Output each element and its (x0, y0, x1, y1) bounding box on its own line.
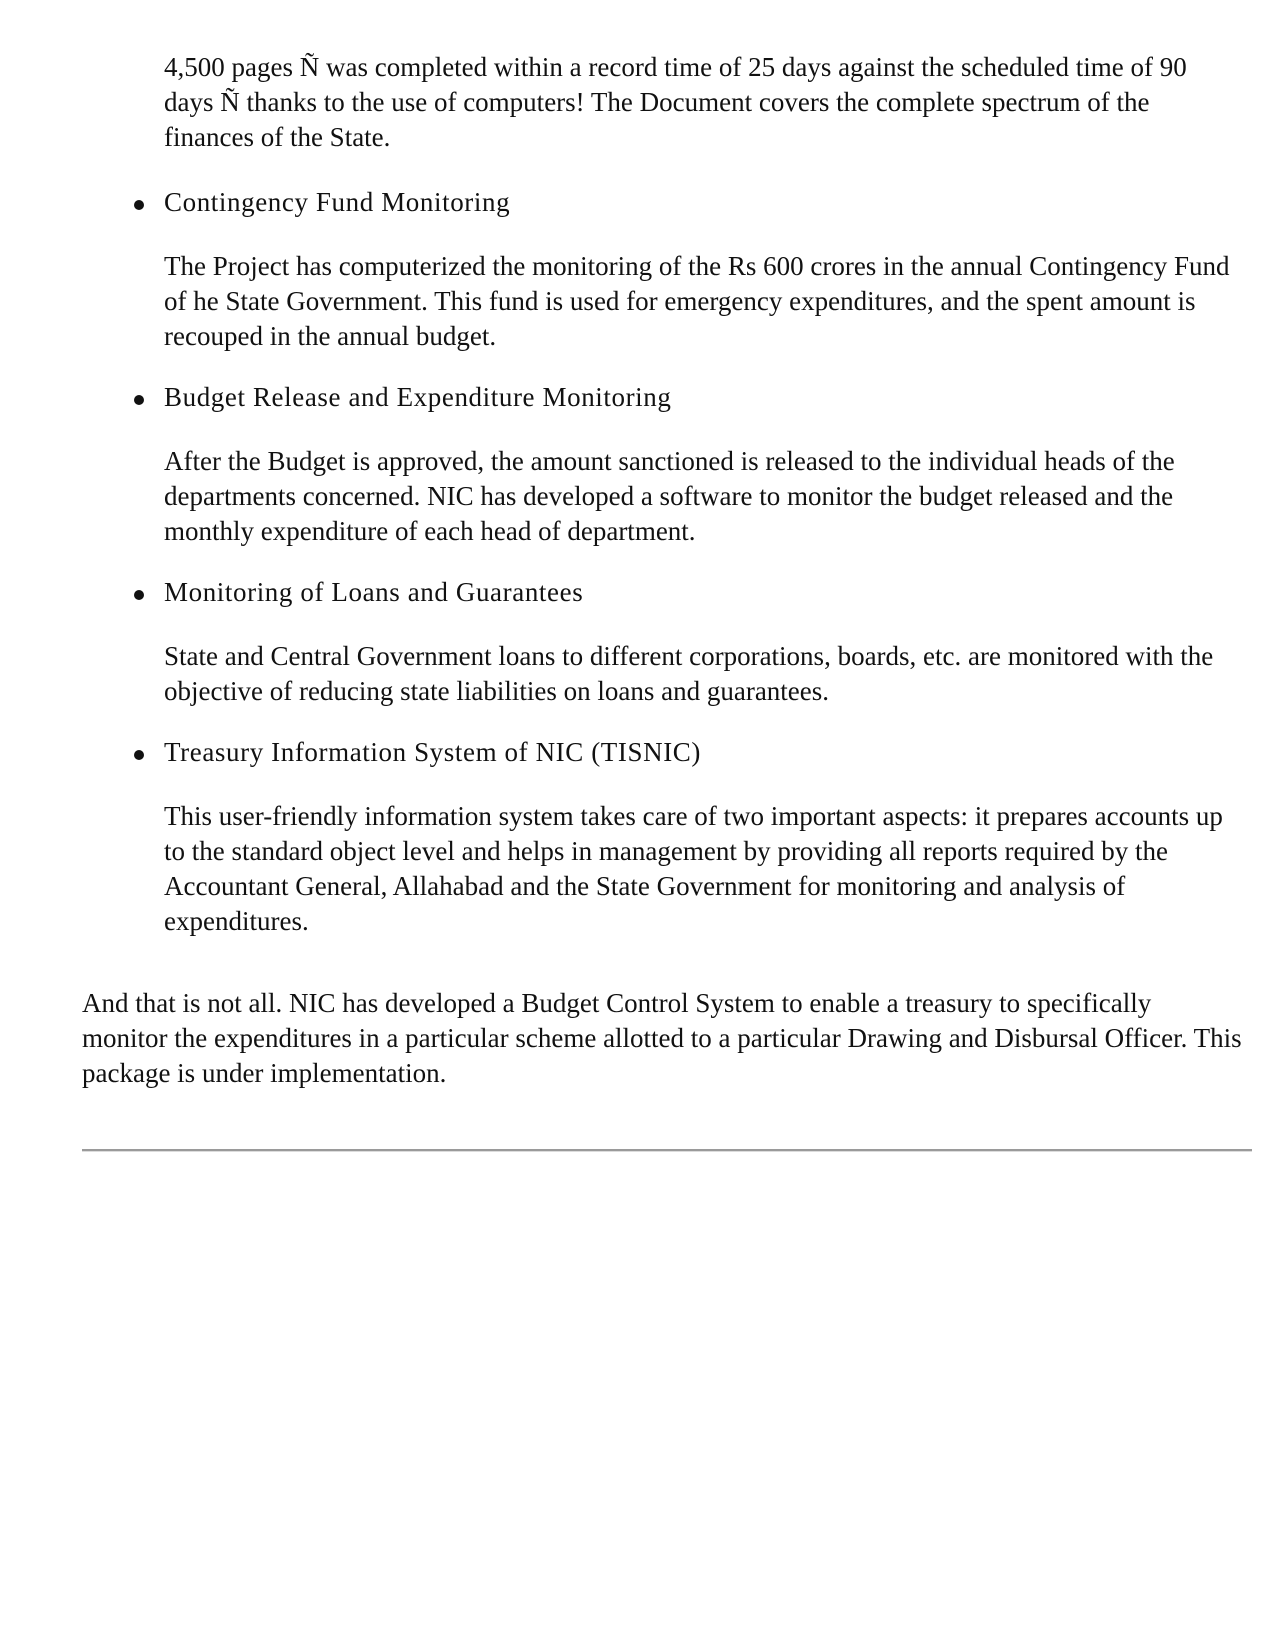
list-item-header (130, 380, 1240, 416)
list-item-description: After the Budget is approved, the amount sanctioned is released to the individual heads of the departments concerned. NIC has developed a software to monitor the budget released and the monthly expenditure of each head of department. (164, 446, 1175, 546)
list-item-budget-release (130, 380, 1240, 546)
bullet-icon (134, 750, 144, 760)
bullet-icon (134, 200, 144, 210)
list-item-title: Treasury Information System of NIC (TISNIC) (164, 737, 701, 767)
list-item-title: Monitoring of Loans and Guarantees (164, 577, 584, 607)
list-item-description: State and Central Government loans to different corporations, boards, etc. are monitored with the objective of reducing state liabilities on loans and guarantees. (164, 641, 1214, 706)
bullet-icon (134, 590, 144, 600)
list-item-loans-guarantees (130, 575, 1240, 706)
list-item-description: The Project has computerized the monitoring of the Rs 600 crores in the annual Contingency Fund of he State Government. This fund is used for emergency expenditures, and the spent amount is recouped in the annual budget. (164, 251, 1230, 351)
list-item-tisnic (130, 735, 1240, 936)
list-item-header (130, 735, 1240, 771)
list-item-contingency-fund (130, 185, 1240, 351)
closing-paragraph: And that is not all. NIC has developed a Budget Control System to enable a treasury to specifically monitor the expenditures in a particular scheme allotted to a particular Drawing and Disbursal Officer. This package is under implementation. (82, 988, 1242, 1088)
list-item-title: Contingency Fund Monitoring (164, 187, 511, 217)
list-item-title: Budget Release and Expenditure Monitoring (164, 382, 672, 412)
list-item-header (130, 575, 1240, 611)
continued-paragraph: 4,500 pages Ñ was completed within a record time of 25 days against the scheduled time of 90 days Ñ thanks to the use of computers! The Document covers the complete spectrum of the finances of the State. (164, 52, 1187, 152)
horizontal-rule (82, 1149, 1252, 1152)
list-item-description: This user-friendly information system takes care of two important aspects: it prepares accounts up to the standard object level and helps in management by providing all reports required by the Accountant General, Allahabad and the State Government for monitoring and analysis of expenditures. (164, 801, 1223, 936)
bullet-icon (134, 395, 144, 405)
list-item-header (130, 185, 1240, 221)
